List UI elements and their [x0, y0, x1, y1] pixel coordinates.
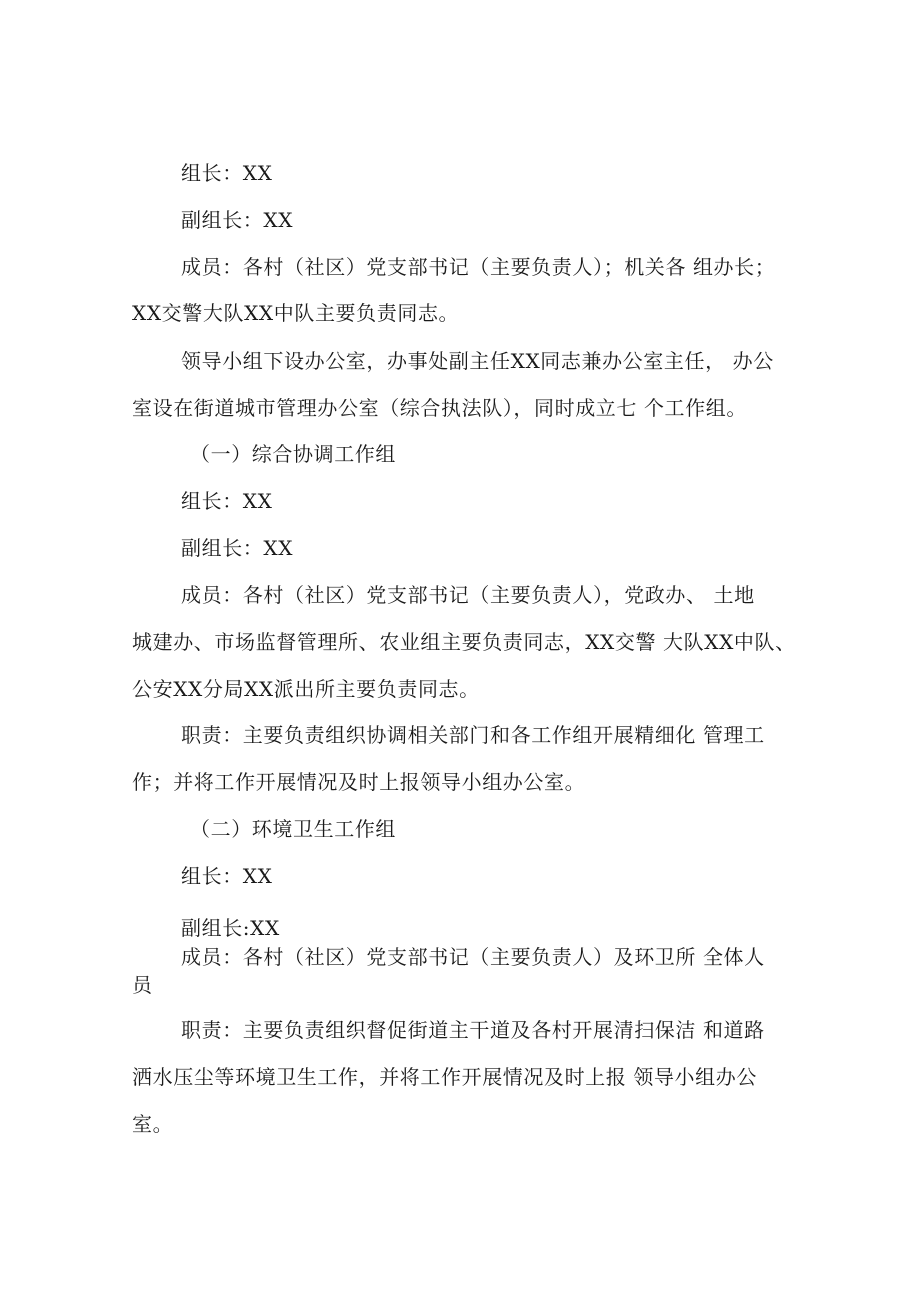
deputy-leader-line: 副组长:XX: [181, 916, 280, 940]
members-line-cont: 城建办、市场监督管理所、农业组主要负责同志，XX交警 大队XX中队、: [132, 630, 796, 654]
members-line-cont: 员: [132, 973, 153, 997]
office-paragraph-line-cont: 室设在街道城市管理办公室（综合执法队），同时成立七 个工作组。: [132, 396, 747, 420]
leader-line: 组长：XX: [181, 489, 273, 513]
leader-line: 组长：XX: [181, 161, 273, 185]
office-paragraph-line: 领导小组下设办公室，办事处副主任XX同志兼办公室主任， 办公: [181, 349, 774, 373]
members-line: 成员：各村（社区）党支部书记（主要负责人）及环卫所 全体人: [181, 945, 765, 969]
duty-line: 职责：主要负责组织协调相关部门和各工作组开展精细化 管理工: [181, 723, 765, 747]
members-line-cont: XX交警大队XX中队主要负责同志。: [132, 301, 460, 325]
section-heading-sanitation: （二）环境卫生工作组: [190, 817, 396, 841]
duty-line: 职责：主要负责组织督促街道主干道及各村开展清扫保洁 和道路: [181, 1018, 765, 1042]
deputy-leader-line: 副组长：XX: [181, 536, 294, 560]
duty-line-cont: 室。: [132, 1112, 174, 1136]
duty-line-cont: 洒水压尘等环境卫生工作，并将工作开展情况及时上报 领导小组办公: [132, 1065, 757, 1089]
deputy-leader-line: 副组长：XX: [181, 208, 294, 232]
members-line: 成员：各村（社区）党支部书记（主要负责人），党政办、 土地: [181, 583, 755, 607]
leader-line: 组长：XX: [181, 864, 273, 888]
members-line: 成员：各村（社区）党支部书记（主要负责人）；机关各 组办长；: [181, 255, 776, 279]
duty-line-cont: 作；并将工作开展情况及时上报领导小组办公室。: [132, 770, 586, 794]
section-heading-coordination: （一）综合协调工作组: [190, 442, 396, 466]
members-line-cont: 公安XX分局XX派出所主要负责同志。: [132, 677, 480, 701]
